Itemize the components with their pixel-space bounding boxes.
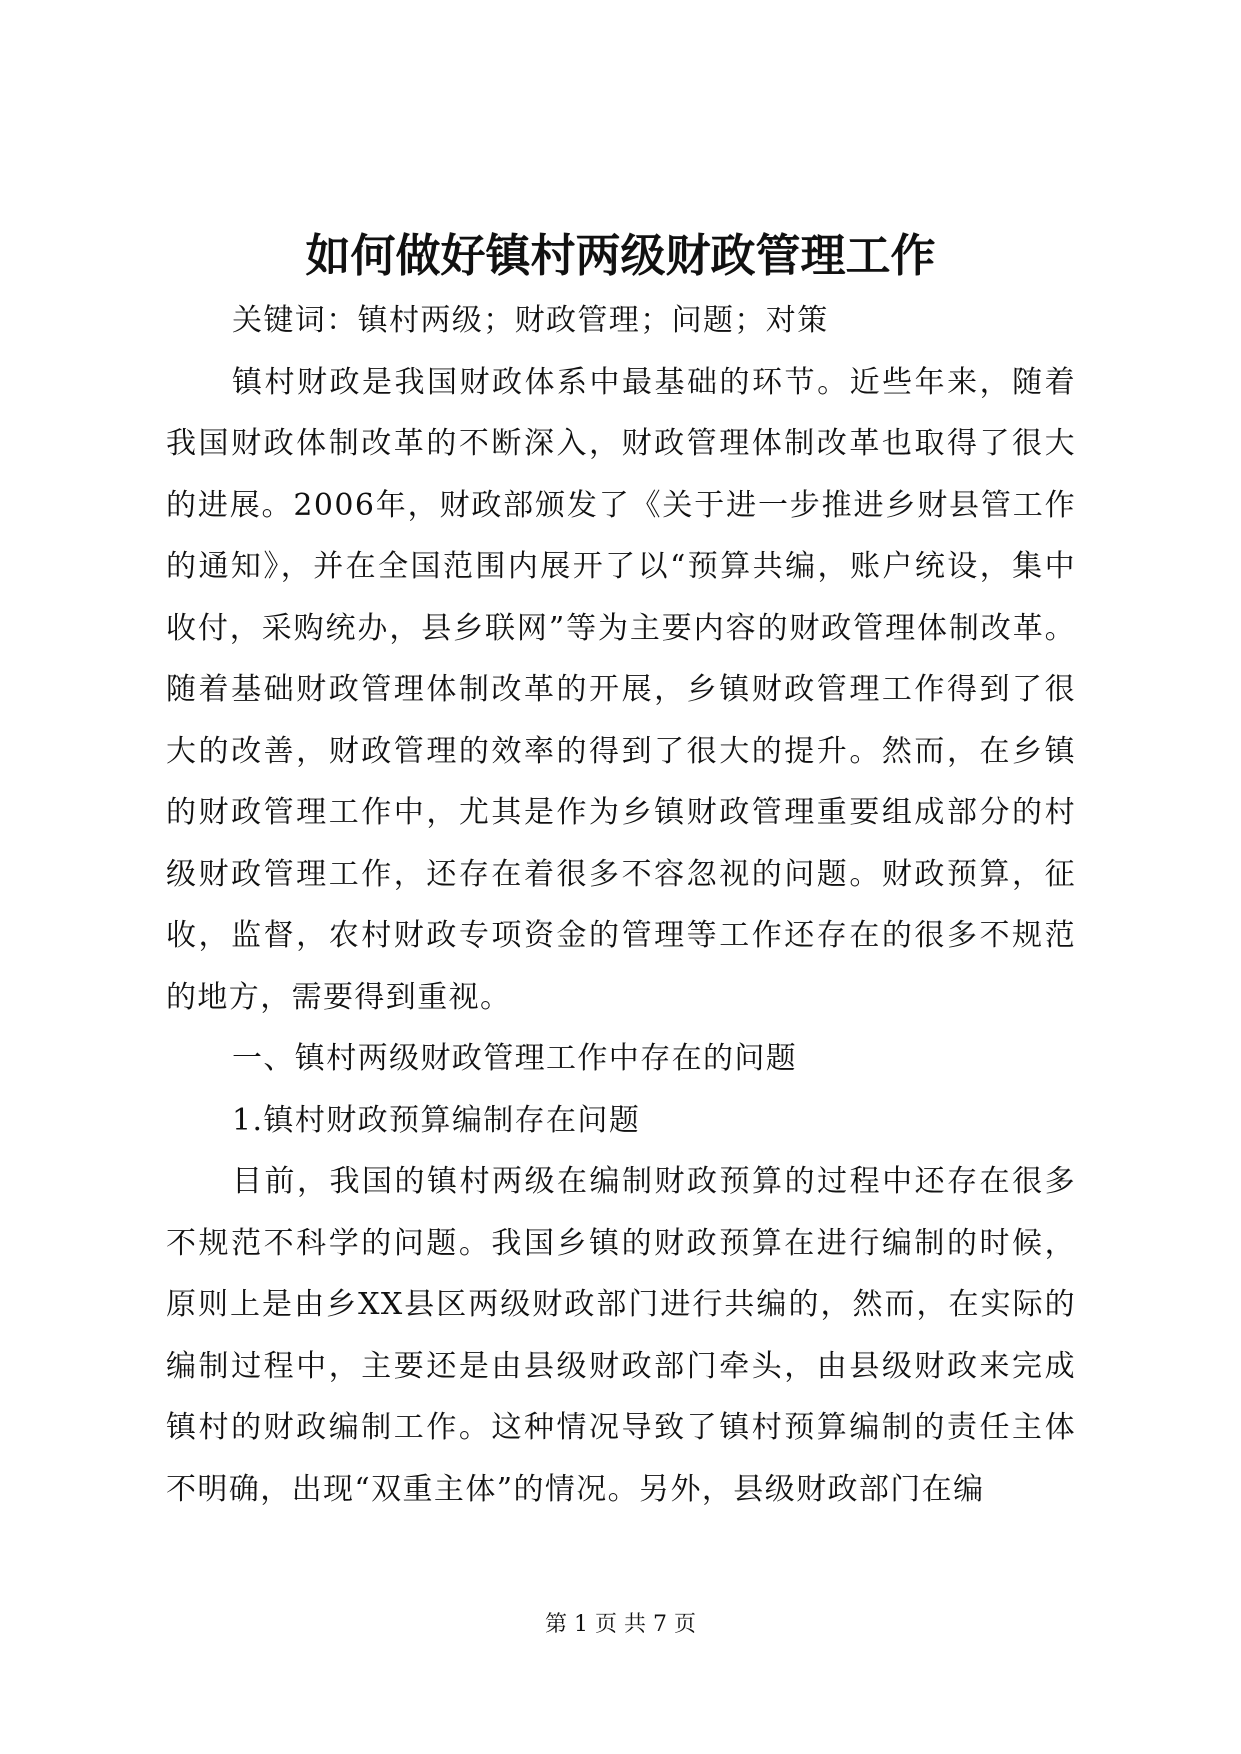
section-heading: 一、镇村两级财政管理工作中存在的问题	[232, 1041, 798, 1076]
document-body	[166, 290, 1076, 1520]
page-footer: 第 1 页 共 7 页	[545, 1612, 696, 1637]
body-paragraph: 镇村财政是我国财政体系中最基础的环节。近些年来，随着我国财政体制改革的不断深入，财政管理体制改革也取得了很大的进展。2006年，财政部颁发了《关于进一步推进乡财县管工作的通知》，并在全国范围内展开了以“预算共编，账户统设，集中收付，采购统办，县乡联网”等为主要内容的财政管理体制改革。随着基础财政管理体制改革的开展，乡镇财政管理工作得到了很大的改善，财政管理的效率的得到了很大的提升。然而，在乡镇的财政管理工作中，尤其是作为乡镇财政管理重要组成部分的村级财政管理工作，还存在着很多不容忽视的问题。财政预算，征收，监督，农村财政专项资金的管理等工作还存在的很多不规范的地方，需要得到重视。	[166, 364, 1076, 1015]
document-title: 如何做好镇村两级财政管理工作	[305, 229, 936, 282]
subsection-heading: 1.镇村财政预算编制存在问题	[232, 1102, 641, 1138]
body-paragraph: 目前，我国的镇村两级在编制财政预算的过程中还存在很多不规范不科学的问题。我国乡镇的财政预算在进行编制的时候，原则上是由乡XX县区两级财政部门进行共编的，然而，在实际的编制过程中，主要还是由县级财政部门牵头，由县级财政来完成镇村的财政编制工作。这种情况导致了镇村预算编制的责任主体不明确，出现“双重主体”的情况。另外，县级财政部门在编	[166, 1164, 1076, 1507]
keywords-line: 关键词：镇村两级；财政管理；问题；对策	[232, 303, 829, 338]
